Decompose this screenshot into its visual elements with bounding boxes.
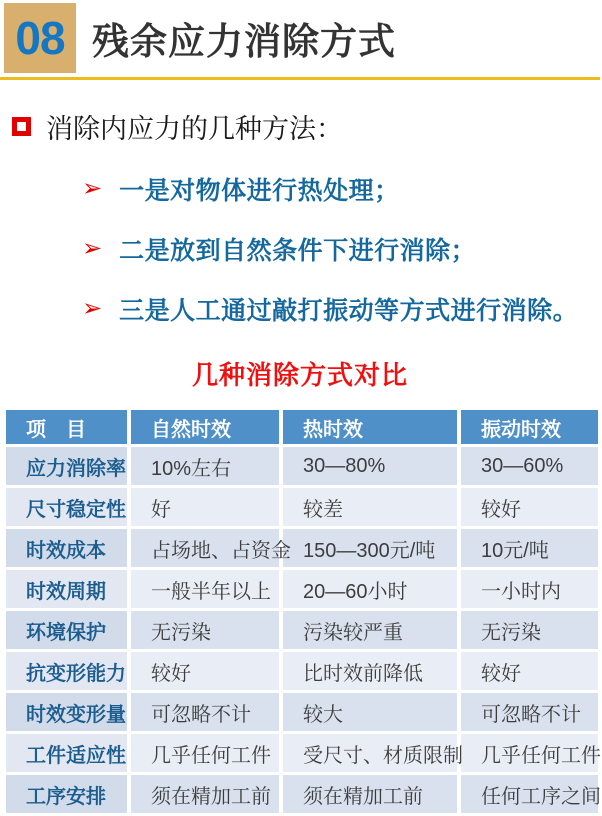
column-header: 自然时效 (131, 410, 279, 444)
row-label: 尺寸稳定性 (6, 488, 127, 526)
comparison-table-header (6, 410, 598, 444)
intro-heading-text: 消除内应力的几种方法： (46, 114, 343, 144)
table-cell: 可忽略不计 (131, 693, 279, 731)
table-cell: 受尺寸、材质限制 (283, 734, 457, 772)
table-cell: 较差 (283, 488, 457, 526)
table-cell: 比时效前降低 (283, 652, 457, 690)
table-cell: 几乎任何工件 (461, 734, 598, 772)
page-title: 残余应力消除方式 (92, 21, 396, 62)
arrow-bullet-icon: ➢ (82, 175, 103, 202)
table-cell: 无污染 (461, 611, 598, 649)
table-cell: 须在精加工前 (283, 775, 457, 813)
section-number-box (4, 3, 76, 73)
table-row (6, 529, 598, 567)
row-label: 应力消除率 (6, 447, 127, 485)
square-bullet-icon (12, 117, 31, 136)
table-cell: 较大 (283, 693, 457, 731)
table-cell: 占场地、占资金 (131, 529, 279, 567)
column-header: 振动时效 (461, 410, 598, 444)
table-cell: 任何工序之间 (461, 775, 598, 813)
table-cell: 10%左右 (131, 447, 279, 485)
row-label: 环境保护 (6, 611, 127, 649)
table-row (6, 570, 598, 608)
row-label: 工序安排 (6, 775, 127, 813)
arrow-bullet-icon: ➢ (82, 235, 103, 262)
table-row (6, 447, 598, 485)
table-cell: 须在精加工前 (131, 775, 279, 813)
row-label: 时效周期 (6, 570, 127, 608)
table-header-row (6, 410, 598, 444)
section-number: 08 (15, 12, 65, 64)
table-row (6, 611, 598, 649)
table-cell: 可忽略不计 (461, 693, 598, 731)
row-label: 时效变形量 (6, 693, 127, 731)
column-header: 热时效 (283, 410, 457, 444)
comparison-table (2, 407, 602, 816)
row-label: 时效成本 (6, 529, 127, 567)
list-item (82, 175, 600, 203)
arrow-bullet-icon: ➢ (82, 295, 103, 322)
list-item (82, 235, 600, 263)
row-label: 工件适应性 (6, 734, 127, 772)
table-cell: 较好 (461, 652, 598, 690)
table-cell: 较好 (461, 488, 598, 526)
table-cell: 20—60小时 (283, 570, 457, 608)
column-header: 项 目 (6, 410, 127, 444)
bullet-list (82, 175, 600, 323)
table-cell: 污染较严重 (283, 611, 457, 649)
table-row (6, 734, 598, 772)
table-row (6, 775, 598, 813)
table-cell: 10元/吨 (461, 529, 598, 567)
table-cell: 一般半年以上 (131, 570, 279, 608)
table-cell: 30—60% (461, 447, 598, 485)
table-row (6, 652, 598, 690)
table-cell: 150—300元/吨 (283, 529, 457, 567)
table-cell: 30—80% (283, 447, 457, 485)
slide-header (0, 0, 600, 80)
table-cell: 一小时内 (461, 570, 598, 608)
table-row (6, 693, 598, 731)
list-item (82, 295, 600, 323)
bullet-text: 三是人工通过敲打振动等方式进行消除。 (119, 297, 579, 325)
table-cell: 无污染 (131, 611, 279, 649)
intro-heading (12, 107, 600, 146)
row-label: 抗变形能力 (6, 652, 127, 690)
bullet-text: 二是放到自然条件下进行消除； (119, 237, 477, 265)
comparison-table-body (6, 447, 601, 813)
bullet-text: 一是对物体进行热处理； (119, 177, 400, 205)
table-title: 几种消除方式对比 (191, 360, 408, 390)
table-cell: 几乎任何工件 (131, 734, 279, 772)
table-row (6, 488, 598, 526)
table-cell: 好 (131, 488, 279, 526)
table-cell: 较好 (131, 652, 279, 690)
